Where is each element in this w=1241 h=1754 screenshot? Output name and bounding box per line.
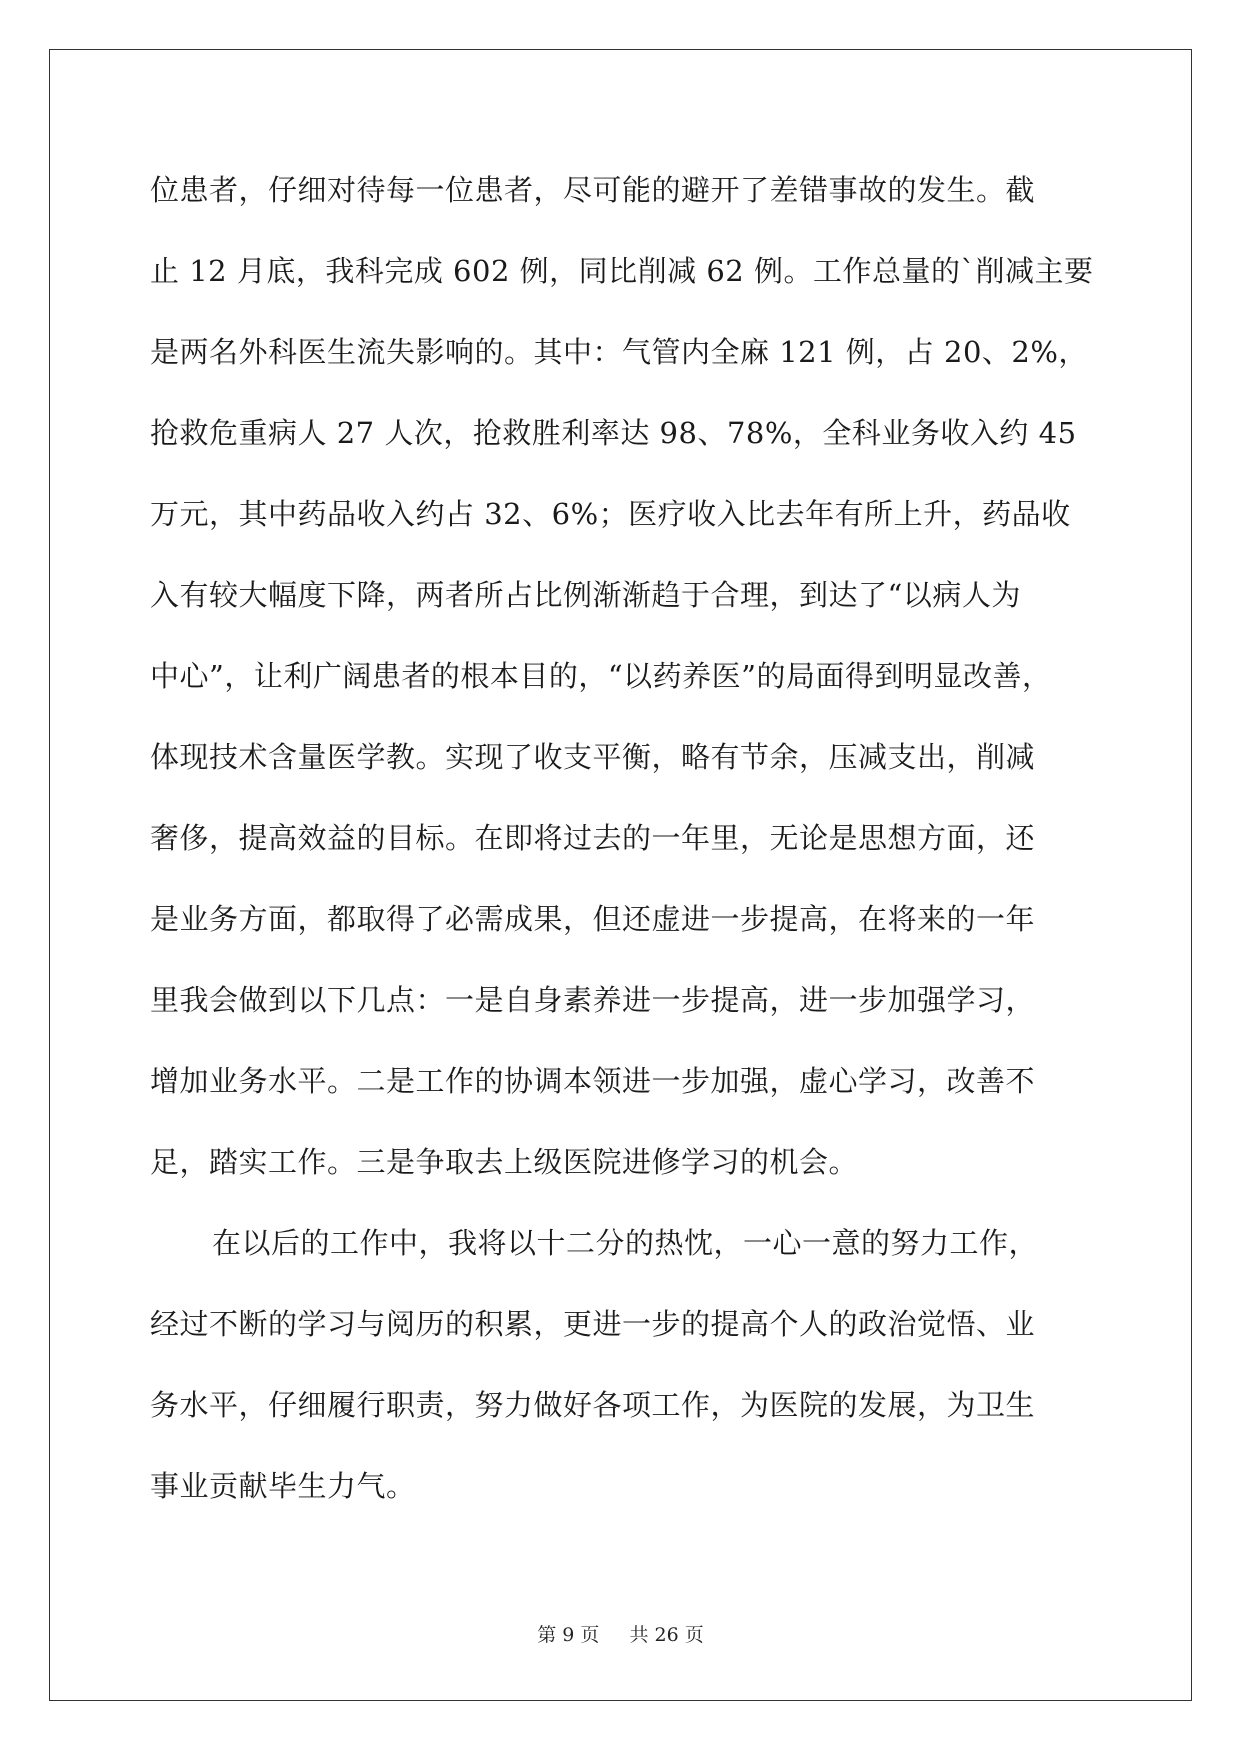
text-line: 增加业务水平。二是工作的协调本领进一步加强，虚心学习，改善不 bbox=[150, 1064, 1036, 1098]
text-line: 里我会做到以下几点：一是自身素养进一步提高，进一步加强学习， bbox=[150, 983, 1036, 1017]
paragraph-start-line: 在以后的工作中，我将以十二分的热忱，一心一意的努力工作， bbox=[212, 1226, 1039, 1260]
text-line: 是两名外科医生流失影响的。其中：气管内全麻 121 例，占 20、2%， bbox=[150, 335, 1088, 369]
text-line: 事业贡献毕生力气。 bbox=[150, 1469, 416, 1503]
text-line: 抢救危重病人 27 人次，抢救胜利率达 98、78%，全科业务收入约 45 bbox=[150, 416, 1077, 450]
text-line: 位患者，仔细对待每一位患者，尽可能的避开了差错事故的发生。截 bbox=[150, 173, 1036, 207]
text-line: 是业务方面，都取得了必需成果，但还虚进一步提高，在将来的一年 bbox=[150, 902, 1036, 936]
text-line: 入有较大幅度下降，两者所占比例渐渐趋于合理，到达了“以病人为 bbox=[150, 578, 1021, 612]
text-line: 足，踏实工作。三是争取去上级医院进修学习的机会。 bbox=[150, 1145, 859, 1179]
page-total: 共 26 页 bbox=[629, 1624, 704, 1646]
text-line: 体现技术含量医学教。实现了收支平衡，略有节余，压减支出，削减 bbox=[150, 740, 1036, 774]
text-line: 经过不断的学习与阅历的积累，更进一步的提高个人的政治觉悟、业 bbox=[150, 1307, 1036, 1341]
document-body bbox=[150, 150, 1094, 1527]
page-number: 第 9 页 bbox=[537, 1624, 600, 1646]
text-line: 中心”，让利广阔患者的根本目的，“以药养医”的局面得到明显改善， bbox=[150, 659, 1052, 693]
text-line: 奢侈，提高效益的目标。在即将过去的一年里，无论是思想方面，还 bbox=[150, 821, 1036, 855]
text-line: 止 12 月底，我科完成 602 例，同比削减 62 例。工作总量的`削减主要 bbox=[150, 254, 1094, 288]
page-footer bbox=[0, 1620, 1241, 1647]
text-line: 万元，其中药品收入约占 32、6%；医疗收入比去年有所上升，药品收 bbox=[150, 497, 1071, 531]
text-line: 务水平，仔细履行职责，努力做好各项工作，为医院的发展，为卫生 bbox=[150, 1388, 1036, 1422]
